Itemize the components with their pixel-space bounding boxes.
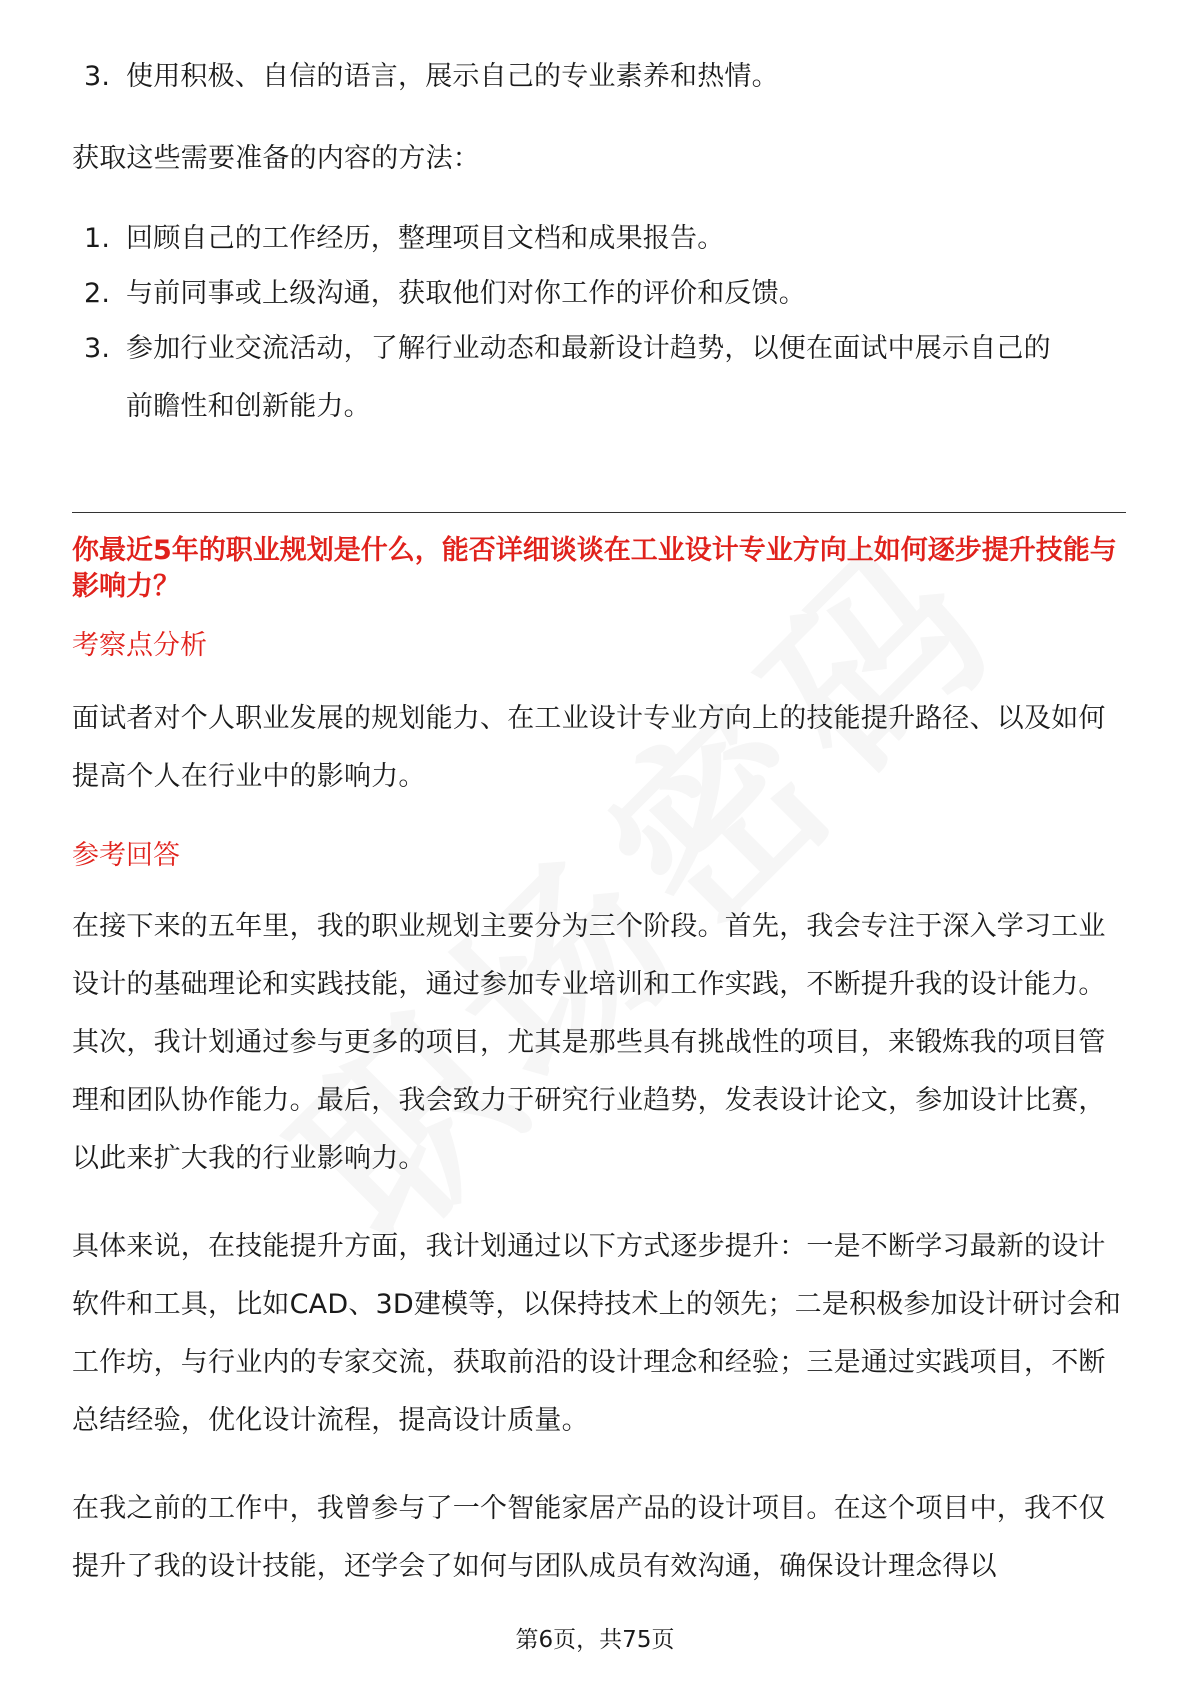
list-number: 3. [84,61,111,92]
methods-intro: 获取这些需要准备的内容的方法： [72,143,480,174]
list-item [84,320,1124,436]
answer-paragraph: 具体来说，在技能提升方面，我计划通过以下方式逐步提升：一是不断学习最新的设计软件和工具，比如CAD、3D建模等，以保持技术上的领先；二是积极参加设计研讨会和工作坊，与行业内的专家交流，获取前沿的设计理念和经验；三是通过实践项目，不断总结经验，优化设计流程，提高设计质量。 [72,1231,1122,1436]
analysis-text: 面试者对个人职业发展的规划能力、在工业设计专业方向上的技能提升路径、以及如何提高个人在行业中的影响力。 [72,703,1106,792]
answer-heading: 参考回答 [72,840,180,871]
analysis-heading: 考察点分析 [72,630,207,661]
list-number: 1. [84,223,111,254]
list-item [84,265,1124,323]
section-divider [72,512,1126,513]
page-footer: 第6页，共75页 [515,1627,675,1653]
list-item [84,48,1124,106]
list-number: 3. [84,333,111,364]
list-text: 使用积极、自信的语言，展示自己的专业素养和热情。 [126,61,779,92]
answer-paragraph: 在我之前的工作中，我曾参与了一个智能家居产品的设计项目。在这个项目中，我不仅提升了我的设计技能，还学会了如何与团队成员有效沟通，确保设计理念得以 [72,1493,1106,1582]
list-item [84,210,1124,268]
answer-paragraph: 在接下来的五年里，我的职业规划主要分为三个阶段。首先，我会专注于深入学习工业设计的基础理论和实践技能，通过参加专业培训和工作实践，不断提升我的设计能力。其次，我计划通过参与更多的项目，尤其是那些具有挑战性的项目，来锻炼我的项目管理和团队协作能力。最后，我会致力于研究行业趋势，发表设计论文，参加设计比赛，以此来扩大我的行业影响力。 [72,911,1106,1174]
list-number: 2. [84,278,111,309]
question-heading: 你最近5年的职业规划是什么，能否详细谈谈在工业设计专业方向上如何逐步提升技能与影响力？ [72,535,1117,602]
list-text: 回顾自己的工作经历，整理项目文档和成果报告。 [126,223,725,254]
list-text: 与前同事或上级沟通，获取他们对你工作的评价和反馈。 [126,278,806,309]
list-text: 参加行业交流活动，了解行业动态和最新设计趋势，以便在面试中展示自己的前瞻性和创新能力。 [126,333,1051,422]
